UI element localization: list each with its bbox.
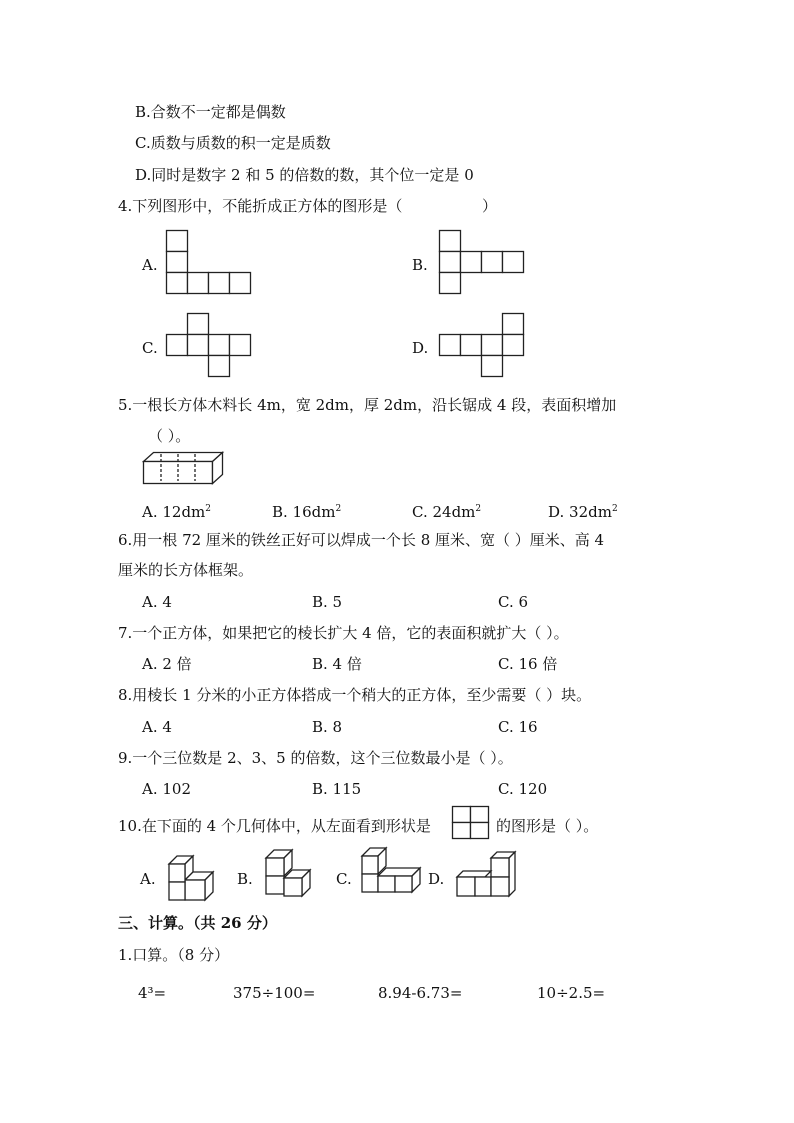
q8-stem: 8.用棱长 1 分米的小正方体搭成一个稍大的正方体，至少需要（ ）块。: [118, 686, 592, 704]
q7-option-b: B. 4 倍: [312, 655, 362, 673]
q9-option-a: A. 102: [142, 780, 191, 798]
wood-block-figure: [143, 451, 225, 485]
q4-stem: 4.下列图形中，不能折成正方体的图形是（: [118, 197, 403, 215]
q5-blank: （ ）。: [148, 427, 191, 445]
q6-stem-line1: 6.用一根 72 厘米的铁丝正好可以焊成一个长 8 厘米、宽（ ）厘米、高 4: [118, 531, 605, 549]
q10-stem-before: 10.在下面的 4 个几何体中，从左面看到形状是: [118, 817, 431, 835]
q10-label-a: A.: [140, 870, 156, 888]
q7-option-c: C. 16 倍: [498, 655, 558, 673]
q10-solid-a: [165, 850, 225, 902]
q10-label-d: D.: [428, 870, 445, 888]
q4-label-c: C.: [142, 339, 158, 357]
q5-option-b: B. $16dm^2$: [272, 503, 342, 521]
q10-label-b: B.: [237, 870, 253, 888]
q4-net-a: [166, 230, 256, 300]
q6-option-c: C. 6: [498, 593, 529, 611]
q8-option-b: B. 8: [312, 718, 343, 736]
q10-solid-b: [262, 848, 322, 902]
section3-subtitle: 1.口算。（8 分）: [118, 946, 230, 964]
calc-item-2: 375÷100=: [233, 984, 316, 1002]
q6-option-a: A. 4: [142, 593, 172, 611]
q4-label-d: D.: [412, 339, 429, 357]
q5-stem: 5.一根长方体木料长 4m，宽 2dm，厚 2dm，沿长锯成 4 段，表面积增加: [118, 396, 617, 414]
calc-item-1: 4³=: [138, 984, 167, 1002]
q4-label-b: B.: [412, 256, 428, 274]
q3-option-d: D.同时是数字 2 和 5 的倍数的数，其个位一定是 0: [135, 166, 474, 184]
q4-net-b: [439, 230, 529, 300]
section3-title: 三、计算。（共 26 分）: [118, 914, 277, 932]
q3-option-c: C.质数与质数的积一定是质数: [135, 134, 331, 152]
q4-net-d: [439, 313, 529, 383]
calc-item-3: 8.94-6.73=: [378, 984, 463, 1002]
q10-left-view-figure: [452, 806, 492, 840]
q10-stem-after: 的图形是（ ）。: [496, 817, 599, 835]
q4-label-a: A.: [142, 256, 158, 274]
q7-option-a: A. 2 倍: [142, 655, 192, 673]
q10-label-c: C.: [336, 870, 352, 888]
q4-stem-close: ）: [482, 197, 498, 215]
calc-item-4: 10÷2.5=: [537, 984, 606, 1002]
q10-solid-d: [455, 852, 535, 904]
q9-option-c: C. 120: [498, 780, 548, 798]
q5-option-a: A. $12dm^2$: [142, 503, 212, 521]
q6-option-b: B. 5: [312, 593, 343, 611]
q4-net-c: [166, 313, 256, 383]
q5-option-d: D. $32dm^2$: [548, 503, 618, 521]
q10-solid-c: [358, 848, 428, 904]
q9-stem: 9.一个三位数是 2、3、5 的倍数，这个三位数最小是（ ）。: [118, 749, 513, 767]
q7-stem: 7.一个正方体，如果把它的棱长扩大 4 倍，它的表面积就扩大（ ）。: [118, 624, 569, 642]
q6-stem-line2: 厘米的长方体框架。: [118, 561, 254, 579]
q8-option-c: C. 16: [498, 718, 538, 736]
q8-option-a: A. 4: [142, 718, 172, 736]
q5-option-c: C. $24dm^2$: [412, 503, 482, 521]
q9-option-b: B. 115: [312, 780, 362, 798]
q3-option-b: B.合数不一定都是偶数: [135, 103, 286, 121]
